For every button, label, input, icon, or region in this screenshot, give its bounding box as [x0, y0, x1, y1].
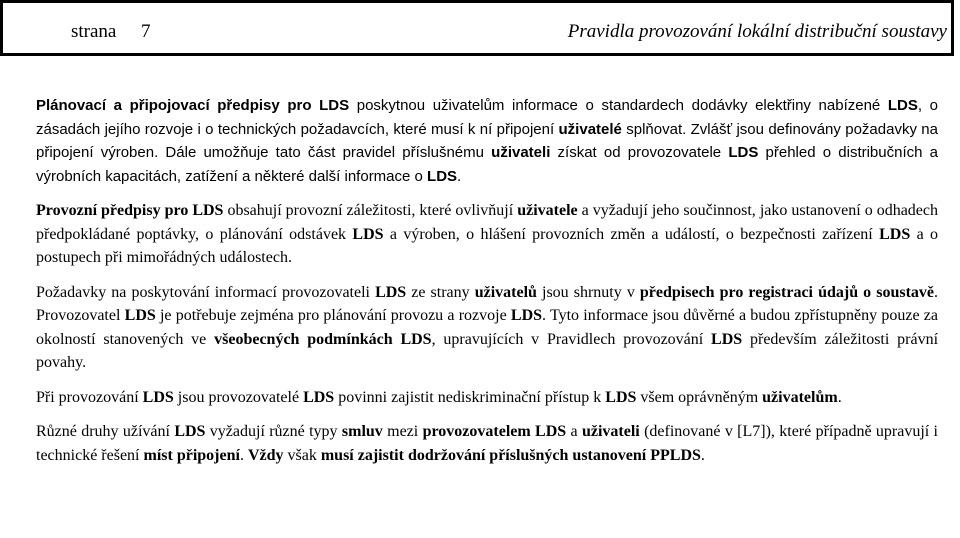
text-run: Požadavky na poskytování informací provozovateli [36, 283, 376, 301]
bold-term: LDS [303, 388, 335, 406]
text-run: vyžadují různé typy [205, 423, 342, 440]
text-run: jsou provozovatelé [173, 388, 304, 406]
text-run: . Tyto informace jsou důvěrné a budou zpřístupněny pouze za okolností stanovených ve [36, 307, 938, 348]
bold-term: uživatelům [762, 388, 838, 406]
bold-term: uživatelé [558, 120, 622, 138]
text-run: především záležitosti právní povahy. [36, 330, 939, 371]
text-run: ze strany [406, 283, 475, 301]
text-run: však [283, 446, 321, 464]
text-run: . [239, 446, 248, 464]
text-run: a vyžadují jeho součinnost, jako ustanovení o odhadech předpokládané poptávky, o plánování odstávek [36, 202, 938, 243]
text-run: , upravujících v Pravidlech provozování [431, 330, 712, 348]
bold-term: LDS [711, 330, 743, 348]
bold-term: LDS [427, 167, 458, 185]
page-header [0, 0, 954, 56]
text-run: a o postupech při mimořádných událostech. [36, 225, 939, 266]
document-body [36, 94, 938, 478]
text-run: a [566, 423, 582, 440]
text-run: obsahují provozní záležitosti, které ovlivňují [223, 202, 518, 219]
bold-term: LDS [887, 97, 918, 114]
page-label: strana [71, 21, 117, 42]
text-run: splňovat. Zvlášť jsou definovány požadavky na připojení výroben. Dále umožňuje tato část pravidel příslušnému [36, 120, 938, 161]
text-run: . [457, 167, 462, 185]
text-run: Různé druhy užívání [36, 423, 175, 440]
bold-term: míst připojení [143, 446, 240, 464]
text-run: je potřebuje zejména pro plánování provozu a rozvoje [155, 307, 511, 324]
bold-term: Provozní předpisy pro LDS [36, 202, 224, 219]
bold-term: předpisech pro registraci údajů o soustavě [639, 283, 935, 301]
bold-term: LDS [510, 307, 543, 324]
paragraph [36, 199, 938, 270]
bold-term: LDS [124, 307, 156, 324]
bold-term: LDS [605, 388, 637, 406]
text-run: . [700, 446, 705, 464]
bold-term: provozovatelem LDS [422, 423, 567, 440]
text-run: a výroben, o hlášení provozních změn a událostí, o bezpečnosti zařízení [383, 225, 880, 243]
text-run: jsou shrnuty v [536, 283, 640, 301]
bold-term: LDS [142, 388, 174, 406]
text-run: získat od provozovatele [550, 144, 729, 161]
bold-term: musí zajistit dodržování příslušných ustanovení PPLDS [320, 446, 701, 464]
text-run: (definované v [L7]), které případně upravují i technické řešení [36, 423, 939, 464]
bold-term: smluv [341, 423, 383, 440]
text-run: poskytnou uživatelům informace o standardech dodávky elektřiny nabízené [349, 97, 888, 114]
text-run: . [837, 388, 842, 406]
bold-term: LDS [879, 225, 911, 243]
text-run: mezi [382, 423, 423, 440]
paragraph [36, 94, 938, 188]
page-number: 7 [141, 21, 151, 42]
bold-term: LDS [352, 225, 384, 243]
bold-term: Vždy [247, 446, 284, 464]
text-run: Při provozování [36, 388, 143, 406]
bold-term: uživatele [517, 202, 578, 219]
bold-term: LDS [174, 423, 206, 440]
paragraph [36, 420, 938, 467]
text-run: . Provozovatel [36, 283, 939, 324]
text-run: všem oprávněným [636, 388, 763, 406]
bold-term: uživateli [491, 144, 551, 161]
paragraph [36, 281, 938, 375]
bold-term: všeobecných podmínkách LDS [214, 330, 432, 348]
bold-term: LDS [728, 144, 759, 161]
text-run: přehled o distribučních a výrobních kapacitách, zatížení a některé další informace o [36, 144, 938, 185]
bold-term: LDS [375, 283, 407, 301]
paragraph [36, 386, 938, 410]
bold-term: Plánovací a připojovací předpisy pro LDS [36, 97, 350, 114]
text-run: , o zásadách jejího rozvoje i o technických požadavcích, které musí k ní připojení [36, 97, 938, 138]
bold-term: uživatelů [474, 283, 537, 301]
bold-term: uživateli [581, 423, 640, 440]
text-run: povinni zajistit nediskriminační přístup k [334, 388, 606, 406]
document-title: Pravidla provozování lokální distribuční soustavy [567, 21, 947, 42]
